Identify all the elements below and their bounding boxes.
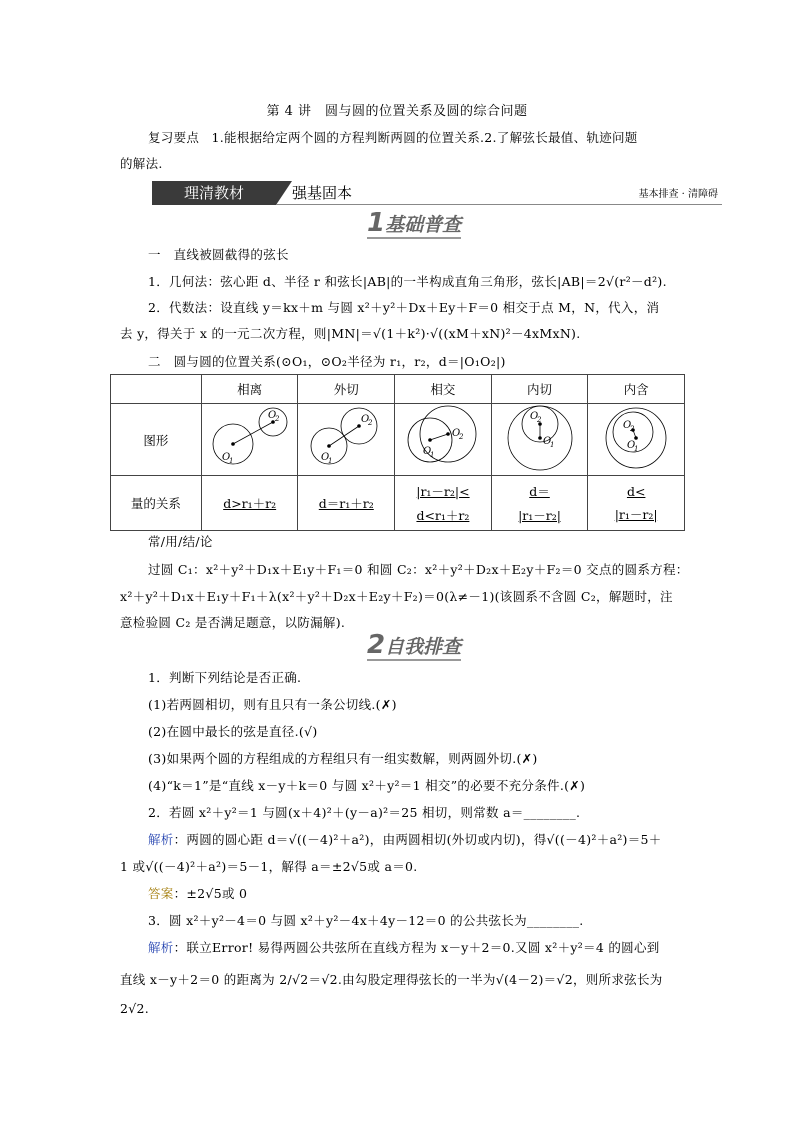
q2-solution-line1: 解析：两圆的圆心距 d＝√((－4)²＋a²)，由两圆相切(外切或内切)，得√((－4)²＋a²)＝5＋: [148, 832, 662, 847]
quant-intersect: |r₁－r₂|< d<r₁＋r₂: [395, 476, 492, 531]
svg-text:2: 2: [274, 415, 280, 423]
table-header-internal-tangent: 内切: [491, 375, 588, 404]
solution-label: 解析: [148, 832, 174, 847]
section-underline: [367, 659, 461, 661]
svg-text:O: O: [361, 414, 370, 425]
table-header-row: [111, 375, 685, 404]
section-banner: [152, 181, 722, 205]
q1: 1．判断下列结论是否正确.: [148, 670, 302, 685]
common-line2: x²＋y²＋D₁x＋E₁y＋F₁＋λ(x²＋y²＋D₂x＋E₂y＋F₂)＝0(λ≠－1)(该圆系不含圆 C₂，解题时，注: [120, 589, 673, 604]
banner-underline: [276, 204, 722, 205]
diagram-intersect: [398, 404, 488, 472]
q1-item2: (2)在圆中最长的弦是直径.(√): [148, 724, 318, 739]
review-line-2: 的解法.: [120, 156, 163, 171]
section-underline: [367, 237, 461, 239]
banner-right-label: 基本排查 · 清障碍: [638, 189, 718, 200]
diagram-contained: [591, 404, 681, 472]
svg-text:O: O: [267, 410, 276, 421]
answer-label: 答案: [148, 886, 174, 901]
diagram-external-tangent-cell: [298, 404, 395, 476]
svg-text:O: O: [451, 428, 461, 439]
quant-internal-tangent: d＝ |r₁－r₂|: [491, 476, 588, 531]
q3-solution-line2: 直线 x－y＋2＝0 的距离为 2/√2＝√2.由勾股定理得弦长的一半为√(4－2)＝√2，则所求弦长为: [120, 972, 663, 987]
svg-text:2: 2: [368, 419, 373, 427]
q2-answer: 答案：±2√5或 0: [148, 886, 248, 901]
review-line-1: [148, 128, 638, 146]
table-shape-label: 图形: [111, 404, 202, 476]
diagram-internal-tangent: [495, 404, 585, 472]
part2-heading: 二 圆与圆的位置关系(⊙O₁，⊙O₂半径为 r₁，r₂，d＝|O₁O₂|): [148, 354, 506, 369]
table-shape-row: [111, 404, 685, 476]
svg-text:O: O: [529, 411, 538, 422]
common-line1: 过圆 C₁：x²＋y²＋D₁x＋E₁y＋F₁＝0 和圆 C₂：x²＋y²＋D₂x＋E₂y＋F₂＝0 交点的圆系方程：: [148, 562, 689, 577]
section-label: 基础普查: [385, 214, 462, 236]
svg-text:O: O: [221, 452, 230, 463]
common-line3: 意检验圆 C₂ 是否满足题意，以防漏解).: [120, 615, 346, 630]
svg-text:O: O: [321, 452, 330, 463]
page-title: 第 4 讲 圆与圆的位置关系及圆的综合问题: [266, 104, 528, 119]
part1-line2: 2．代数法：设直线 y＝kx＋m 与圆 x²＋y²＋Dx＋Ey＋F＝0 相交于点 M，N，代入，消: [148, 300, 660, 315]
table-header-contained: 内含: [588, 375, 685, 404]
part1-heading: 一 直线被圆截得的弦长: [148, 247, 289, 262]
solution-label: 解析: [148, 940, 174, 955]
diagram-contained-cell: [588, 404, 685, 476]
part1-line3: 去 y，得关于 x 的一元二次方程，则|MN|＝√(1＋k²)·√((xM＋xN)²－4xMxN).: [120, 326, 581, 341]
q3-solution-line1: 解析：联立Error! 易得两圆公共弦所在直线方程为 x－y＋2＝0.又圆 x²＋y²＝4 的圆心到: [148, 940, 660, 955]
quant-separate: d>r₁＋r₂: [201, 476, 298, 531]
diagram-internal-tangent-cell: [491, 404, 588, 476]
diagram-separate: [205, 404, 295, 472]
diagram-separate-cell: [201, 404, 298, 476]
q2-solution-line2: 1 或√((－4)²＋a²)＝5－1，解得 a＝±2√5或 a＝0.: [120, 859, 418, 874]
q2: 2．若圆 x²＋y²＝1 与圆(x＋4)²＋(y－a)²＝25 相切，则常数 a＝________.: [148, 805, 581, 820]
diagram-external-tangent: [301, 404, 391, 472]
svg-text:2: 2: [458, 433, 464, 441]
q3-solution-line3: 2√2.: [120, 1001, 150, 1016]
banner-wedge: [276, 181, 292, 205]
svg-text:1: 1: [429, 451, 435, 459]
diagram-intersect-cell: [395, 404, 492, 476]
banner-light-label: 强基固本: [292, 184, 353, 202]
table-header-intersect: 相交: [395, 375, 492, 404]
section-heading-2: [367, 630, 461, 660]
svg-text:2: 2: [630, 425, 635, 433]
section-label: 自我排查: [385, 636, 462, 658]
circle-relation-table: [110, 374, 685, 531]
svg-text:O: O: [542, 436, 551, 447]
review-label: 复习要点: [148, 130, 200, 145]
quant-external-tangent: d＝r₁＋r₂: [298, 476, 395, 531]
table-quant-row: [111, 476, 685, 531]
section-number: 2: [367, 630, 386, 660]
review-text-1: 1.能根据给定两个圆的方程判断两圆的位置关系.2.了解弦长最值、轨迹问题: [211, 130, 638, 145]
svg-text:1: 1: [634, 445, 639, 453]
svg-text:1: 1: [328, 457, 333, 465]
quant-contained: d< |r₁－r₂|: [588, 476, 685, 531]
part1-line1: 1．几何法：弦心距 d、半径 r 和弦长|AB|的一半构成直角三角形，弦长|AB|＝2√(r²－d²).: [148, 274, 667, 289]
table-header-separate: 相离: [201, 375, 298, 404]
svg-text:1: 1: [228, 457, 234, 465]
section-number: 1: [367, 208, 386, 238]
q1-item4: (4)“k＝1”是“直线 x－y＋k＝0 与圆 x²＋y²＝1 相交”的必要不充分条件.(✗): [148, 778, 586, 793]
q1-item3: (3)如果两个圆的方程组成的方程组只有一组实数解，则两圆外切.(✗): [148, 751, 538, 766]
svg-text:O: O: [627, 440, 636, 451]
svg-text:2: 2: [536, 416, 542, 424]
q3: 3．圆 x²＋y²－4＝0 与圆 x²＋y²－4x＋4y－12＝0 的公共弦长为________.: [148, 913, 584, 928]
svg-text:1: 1: [549, 441, 555, 449]
banner-dark-label: 理清教材: [152, 181, 276, 205]
table-header-external-tangent: 外切: [298, 375, 395, 404]
table-quant-label: 量的关系: [111, 476, 202, 531]
q1-item1: (1)若两圆相切，则有且只有一条公切线.(✗): [148, 697, 397, 712]
section-heading-1: [367, 208, 461, 238]
svg-text:O: O: [422, 446, 432, 457]
table-header-empty: [111, 375, 202, 404]
svg-text:O: O: [623, 420, 632, 431]
common-heading: 常/用/结/论: [148, 534, 213, 549]
